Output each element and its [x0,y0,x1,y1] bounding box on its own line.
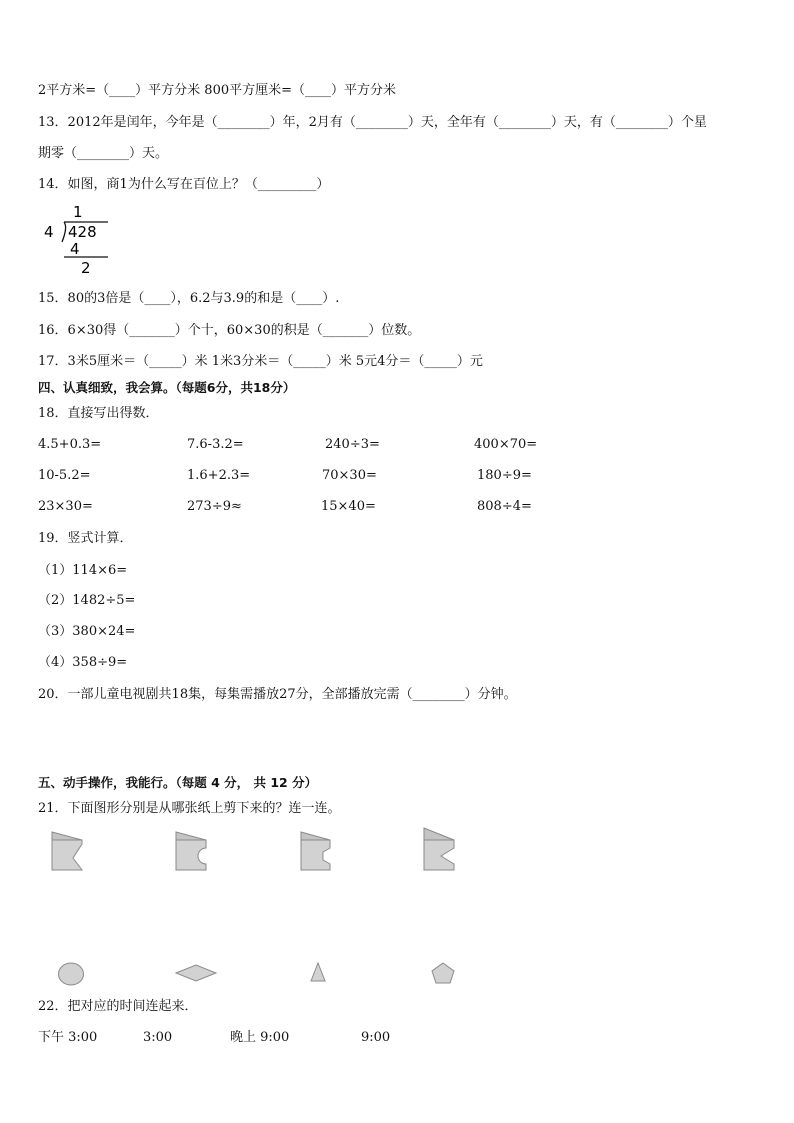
division-divisor: 4 [44,223,54,241]
calc18-cell: 1.6+2.3= [187,468,251,483]
q20: 20．一部儿童电视剧共18集，每集需播放27分，全部播放完需（________）分钟。 [38,687,517,702]
q15: 15．80的3倍是（____），6.2与3.9的和是（____）. [38,291,340,306]
calc18-cell: 4.5+0.3= [38,437,102,452]
calc18-cell: 70×30= [322,468,377,483]
q18: 18．直接写出得数． [38,406,159,421]
q22: 22．把对应的时间连起来． [38,999,198,1014]
division-product: 4 [70,240,80,258]
q13-line1: 13．2012年是闰年，今年是（________）年，2月有（________）天，全年有（________）天，有（________）个星 [38,115,707,130]
triangle-shape-icon [308,960,328,984]
circle-shape-icon [56,960,86,988]
folded-paper-notch-icon [48,830,86,874]
calc18-cell: 7.6-3.2= [187,437,244,452]
line-12-cont: 2平方米=（____）平方分米 800平方厘米=（____）平方分米 [38,83,397,98]
calc19-item: （3）380×24= [38,624,136,639]
time-label: 9:00 [361,1030,391,1045]
time-label: 下午 3:00 [38,1030,98,1045]
section-5-heading: 五、动手操作，我能行。（每题 4 分， 共 12 分） [38,775,318,790]
q17: 17．3米5厘米＝（_____）米 1米3分米＝（_____）米 5元4分＝（_____）元 [38,354,483,369]
calc18-cell: 10-5.2= [38,468,91,483]
calc19-item: （1）114×6= [38,563,128,578]
calc19-item: （2）1482÷5= [38,593,136,608]
folded-paper-triangle-cut-icon [421,826,459,874]
division-dividend: 428 [68,223,97,241]
q19: 19．竖式计算． [38,531,133,546]
division-remainder: 2 [81,259,91,277]
calc19-item: （4）358÷9= [38,655,128,670]
calc18-cell: 808÷4= [477,499,532,514]
long-division-figure [42,200,122,280]
q16: 16．6×30得（_______）个十，60×30的积是（_______）位数。 [38,323,421,338]
pentagon-shape-icon [430,961,456,985]
q14: 14．如图，商1为什么写在百位上？（_________） [38,177,330,192]
time-label: 3:00 [143,1030,173,1045]
folded-paper-trapezoid-cut-icon [298,830,336,874]
calc18-cell: 15×40= [321,499,376,514]
calc18-cell: 240÷3= [325,437,380,452]
q21: 21．下面图形分别是从哪张纸上剪下来的？连一连。 [38,801,341,816]
time-label: 晚上 9:00 [230,1030,290,1045]
calc18-cell: 273÷9≈ [187,499,242,514]
q13-line2: 期零（________）天。 [38,146,169,161]
calc18-cell: 400×70= [474,437,538,452]
division-quotient: 1 [73,203,83,221]
calc18-cell: 23×30= [38,499,93,514]
section-4-heading: 四、认真细致，我会算。（每题6分，共18分） [38,380,296,395]
rhombus-shape-icon [174,962,218,984]
folded-paper-semicircle-cut-icon [173,830,211,874]
calc18-cell: 180÷9= [477,468,532,483]
